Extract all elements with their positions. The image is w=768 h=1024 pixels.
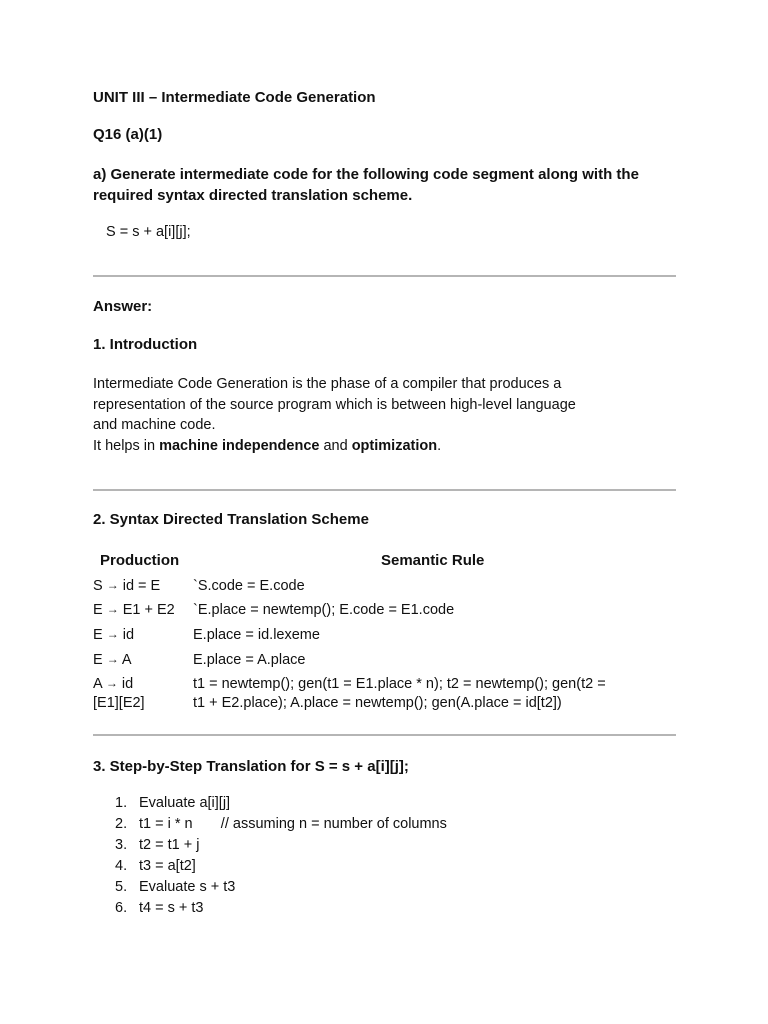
steps-heading: 3. Step-by-Step Translation for S = s + a[i][j];: [93, 758, 409, 775]
production-lhs: A: [93, 676, 102, 692]
column-header-semantic-rule: Semantic Rule: [381, 552, 485, 569]
production-rhs: id: [117, 676, 134, 692]
emphasis-machine-independence: machine independence: [159, 437, 320, 454]
step-text: t1 = i * n // assuming n = number of columns: [139, 816, 447, 832]
step-number: 1.: [115, 795, 128, 811]
production-rhs: id = E: [118, 578, 161, 594]
semantic-rule-line-1: t1 = newtemp(); gen(t1 = E1.place * n); t2 = newtemp(); gen(t2 =: [193, 676, 606, 692]
intro-line-4-mid: and: [319, 437, 352, 454]
unit-title: UNIT III – Intermediate Code Generation: [93, 89, 376, 106]
step-number: 4.: [115, 858, 128, 874]
arrow-icon: →: [105, 676, 118, 690]
production-cell: [93, 626, 193, 645]
arrow-icon: →: [106, 652, 119, 666]
semantic-rule-cell: E.place = id.lexeme: [193, 627, 320, 643]
production-rhs: id: [118, 627, 135, 643]
semantic-rule-cell: `S.code = E.code: [193, 578, 305, 594]
list-item: [93, 856, 447, 877]
step-text: t2 = t1 + j: [139, 837, 200, 853]
intro-line-3: and machine code.: [93, 417, 216, 433]
list-item: [93, 835, 447, 856]
intro-line-4-prefix: It helps in: [93, 437, 160, 454]
semantic-rule-line-2: t1 + E2.place); A.place = newtemp(); gen(A.place = id[t2]): [193, 695, 562, 711]
answer-label: Answer:: [93, 298, 153, 315]
step-text: Evaluate s + t3: [139, 879, 236, 895]
production-rhs-continued: [E1][E2]: [93, 695, 145, 711]
list-item: [93, 793, 447, 814]
step-text: t4 = s + t3: [139, 900, 204, 916]
step-number: 3.: [115, 837, 128, 853]
emphasis-optimization: optimization: [351, 437, 438, 454]
question-id: Q16 (a)(1): [93, 126, 163, 143]
step-text: t3 = a[t2]: [139, 858, 196, 874]
question-line-2: required syntax directed translation scheme.: [93, 187, 413, 204]
step-number: 6.: [115, 900, 128, 916]
divider-2: [93, 489, 676, 491]
step-number: 5.: [115, 879, 128, 895]
intro-line-4: [93, 436, 693, 457]
arrow-icon: →: [106, 602, 119, 616]
list-item: [93, 814, 447, 835]
step-number: 2.: [115, 816, 128, 832]
production-cell: [93, 651, 193, 670]
semantic-rule-cell: [193, 675, 683, 713]
code-statement: S = s + a[i][j];: [106, 224, 191, 240]
production-cell: [93, 675, 193, 713]
production-lhs: S: [93, 578, 103, 594]
production-rhs: A: [118, 652, 132, 668]
column-header-production: Production: [100, 552, 180, 569]
production-lhs: E: [93, 652, 103, 668]
question-text: [93, 164, 639, 206]
step-text: Evaluate a[i][j]: [139, 795, 231, 811]
divider-1: [93, 275, 676, 277]
sdt-heading: 2. Syntax Directed Translation Scheme: [93, 511, 369, 528]
question-line-1: a) Generate intermediate code for the following code segment along with the: [93, 166, 639, 183]
semantic-rule-cell: `E.place = newtemp(); E.code = E1.code: [193, 602, 455, 618]
list-item: [93, 898, 447, 919]
semantic-rule-cell: E.place = A.place: [193, 652, 306, 668]
production-lhs: E: [93, 627, 103, 643]
intro-paragraph: [93, 374, 693, 456]
production-lhs: E: [93, 602, 103, 618]
steps-list: [93, 793, 447, 919]
production-rhs: E1 + E2: [118, 602, 175, 618]
arrow-icon: →: [106, 578, 119, 592]
intro-line-4-suffix: .: [437, 437, 442, 454]
intro-line-1: Intermediate Code Generation is the phase of a compiler that produces a: [93, 376, 562, 392]
production-cell: [93, 601, 193, 620]
list-item: [93, 877, 447, 898]
production-cell: [93, 577, 193, 596]
intro-line-2: representation of the source program which is between high-level language: [93, 396, 576, 413]
intro-heading: 1. Introduction: [93, 336, 198, 353]
arrow-icon: →: [106, 627, 119, 641]
divider-3: [93, 734, 676, 736]
